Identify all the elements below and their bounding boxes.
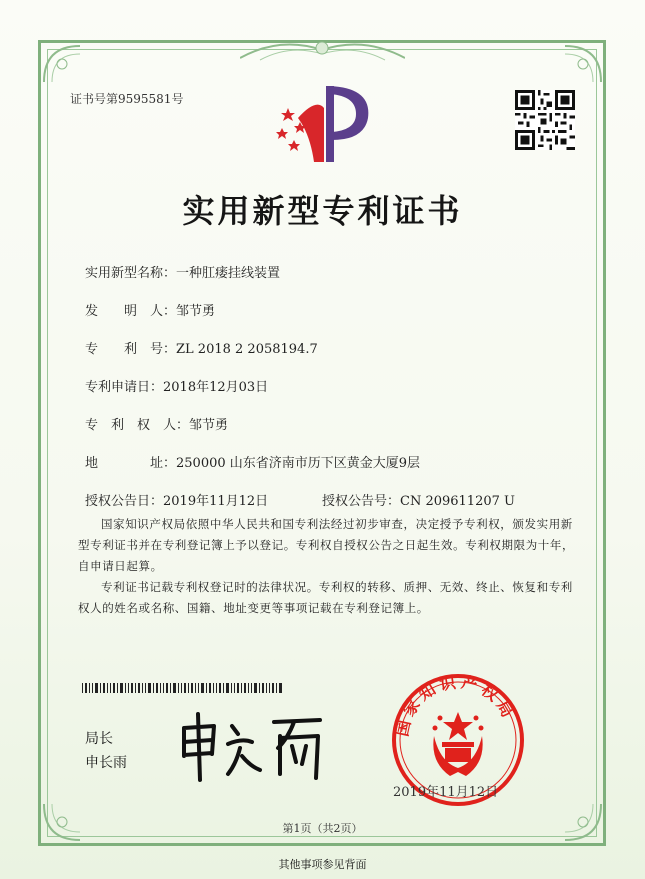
- seal-text: 国家知识产权局: [392, 672, 520, 739]
- cnipa-logo: [268, 78, 378, 168]
- seal-date: 2019年11月12日: [393, 785, 499, 800]
- grant-announcement-number: 授权公告号：CN 209611207 U: [322, 494, 515, 509]
- application-date: 专利申请日：2018年12月03日: [85, 380, 269, 395]
- utility-model-name: 实用新型名称：一种肛瘘挂线装置: [85, 266, 281, 281]
- legal-status-statement: 专利证书记载专利权登记时的法律状况。专利权的转移、质押、无效、终止、恢复和专利权人的姓名或名称、国籍、地址变更等事项记载在专利登记簿上。: [78, 580, 573, 615]
- patent-number: 专 利 号：ZL 2018 2 2058194.7: [85, 342, 318, 357]
- certificate-number: 证书号第9595581号: [70, 92, 184, 106]
- top-ornament: [240, 36, 405, 64]
- page-number: 第1页（共2页）: [282, 822, 363, 835]
- signatory-name: 申长雨: [85, 755, 127, 771]
- back-note: 其他事项参见背面: [278, 858, 367, 871]
- barcode: [82, 683, 282, 693]
- address: 地 址：250000 山东省济南市历下区黄金大厦9层: [85, 456, 421, 471]
- grant-announcement-date: 授权公告日：2019年11月12日: [85, 494, 269, 509]
- director-signature: [170, 708, 330, 788]
- certificate-title: 实用新型专利证书: [182, 192, 463, 230]
- inventor: 发 明 人：邹节勇: [85, 304, 216, 319]
- patentee: 专 利 权 人：邹节勇: [85, 418, 229, 433]
- grant-statement: 国家知识产权局依照中华人民共和国专利法经过初步审查，决定授予专利权，颁发实用新型专利证书并在专利登记簿上予以登记。专利权自授权公告之日起生效。专利权期限为十年，自申请日起算。: [78, 517, 575, 573]
- signatory-role: 局长: [85, 731, 113, 747]
- corner-ornament-top-left: [40, 42, 120, 122]
- qr-code: [515, 90, 575, 150]
